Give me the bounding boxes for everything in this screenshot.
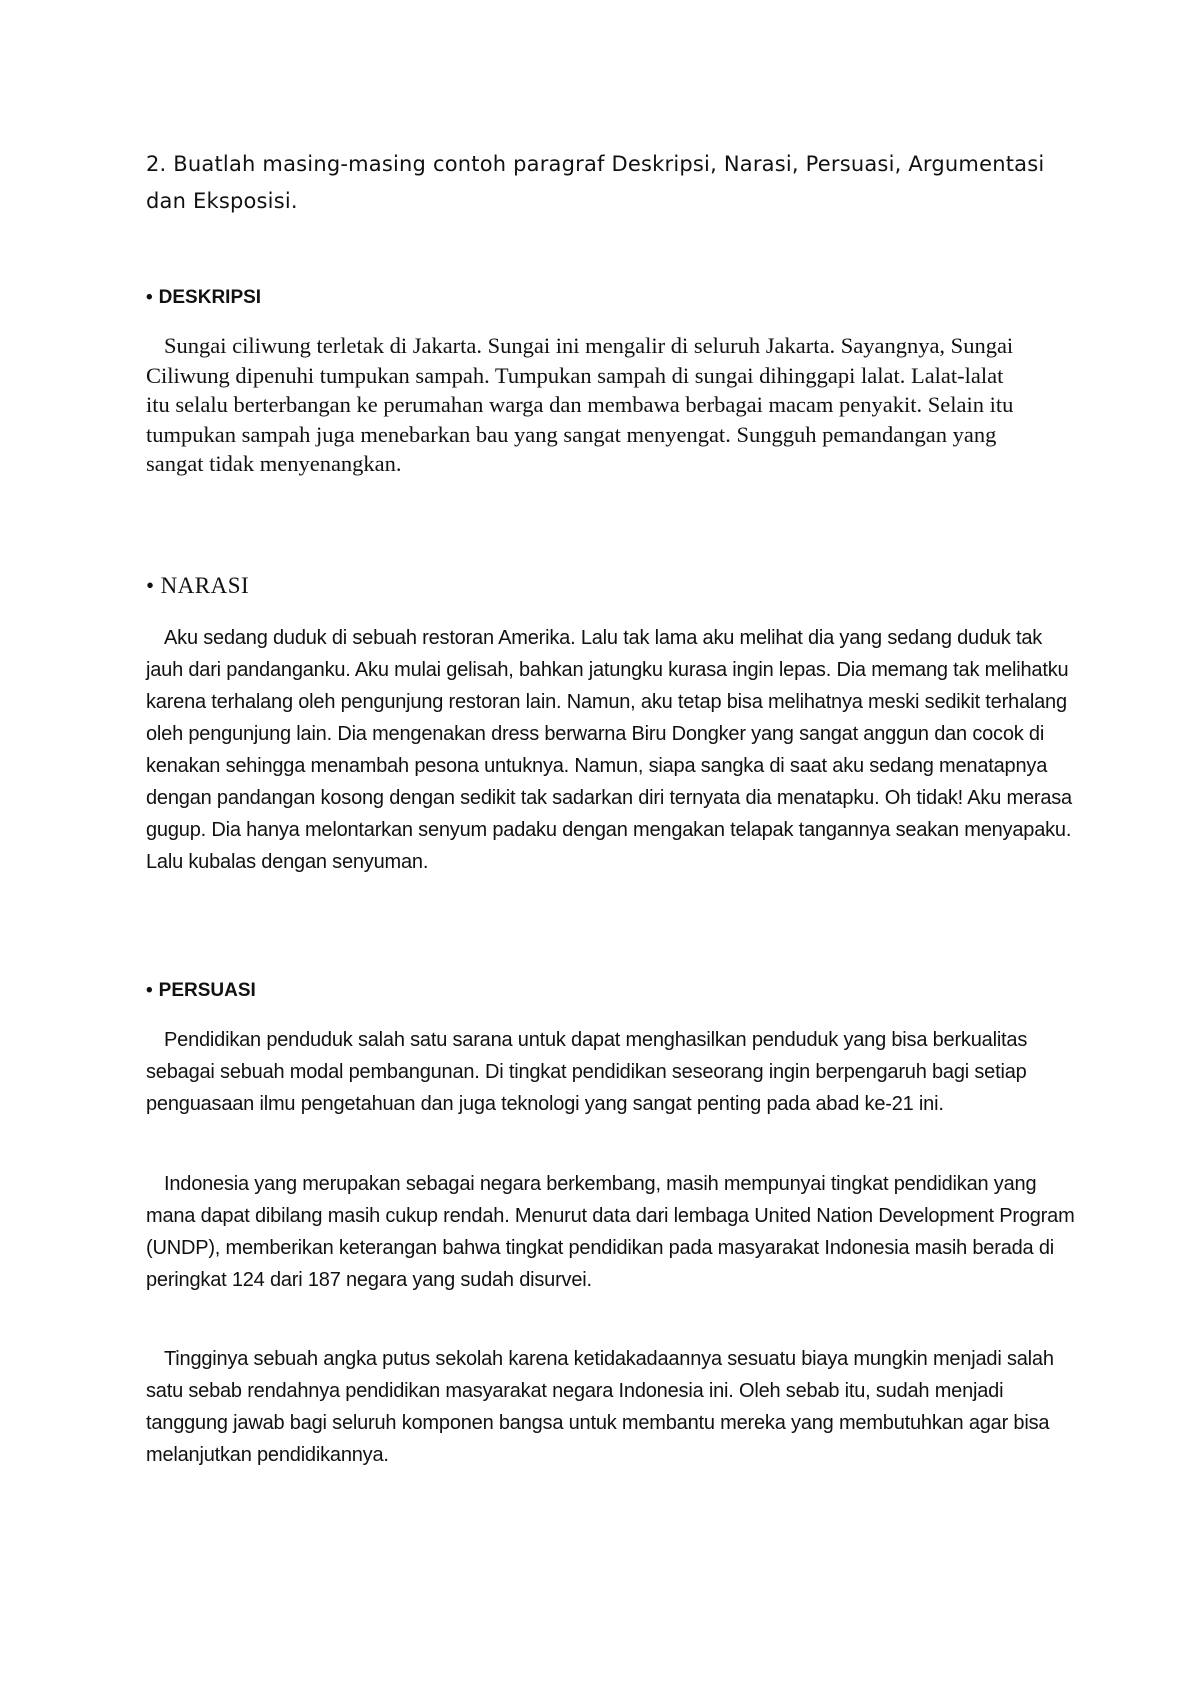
heading-deskripsi — [146, 285, 261, 311]
bullet-icon: • — [146, 573, 155, 598]
heading-deskripsi-label: DESKRIPSI — [158, 287, 262, 308]
persuasi-paragraph-3: Tingginya sebuah angka putus sekolah karena ketidakadaannya sesuatu biaya mungkin menjadi salah satu sebab rendahnya pendidikan masyarakat negara Indonesia ini. Oleh sebab itu, sudah menjadi tanggung jawab bagi seluruh komponen bangsa untuk membantu mereka yang membutuhkan agar bisa melanjutkan pendidikannya. — [146, 1348, 1054, 1466]
persuasi-paragraph-1: Pendidikan penduduk salah satu sarana untuk dapat menghasilkan penduduk yang bisa berkualitas sebagai sebuah modal pembangunan. Di tingkat pendidikan seseorang ingin berpengaruh bagi setiap penguasaan ilmu pengetahuan dan juga teknologi yang sangat penting pada abad ke-21 ini. — [146, 1029, 1028, 1115]
question-text: 2. Buatlah masing-masing contoh paragraf Deskripsi, Narasi, Persuasi, Argumentasi dan Eksposisi. — [146, 152, 1045, 213]
heading-persuasi — [146, 978, 256, 1004]
deskripsi-paragraph: Sungai ciliwung terletak di Jakarta. Sungai ini mengalir di seluruh Jakarta. Sayangnya, Sungai Ciliwung dipenuhi tumpukan sampah. Tumpukan sampah di sungai dihinggapi lalat. Lalat-lalat itu selalu berterbangan ke perumahan warga dan membawa berbagai macam penyakit. Selain itu tumpukan sampah juga menebarkan bau yang sangat menyengat. Sungguh pemandangan yang sangat tidak menyenangkan. — [146, 333, 1014, 476]
persuasi-paragraph-2: Indonesia yang merupakan sebagai negara berkembang, masih mempunyai tingkat pendidikan yang mana dapat dibilang masih cukup rendah. Menurut data dari lembaga United Nation Development Program (UNDP), memberikan keterangan bahwa tingkat pendidikan pada masyarakat Indonesia masih berada di peringkat 124 dari 187 negara yang sudah disurvei. — [146, 1173, 1075, 1291]
bullet-icon: • — [146, 980, 153, 1001]
narasi-paragraph: Aku sedang duduk di sebuah restoran Amerika. Lalu tak lama aku melihat dia yang sedang duduk tak jauh dari pandanganku. Aku mulai gelisah, bahkan jatungku kurasa ingin lepas. Dia memang tak melihatku karena terhalang oleh pengunjung restoran lain. Namun, aku tetap bisa melihatnya meski sedikit terhalang oleh pengunjung lain. Dia mengenakan dress berwarna Biru Dongker yang sangat anggun dan cocok di kenakan sehingga menambah pesona untuknya. Namun, siapa sangka di saat aku sedang menatapnya dengan pandangan kosong dengan sedikit tak sadarkan diri ternyata dia menatapku. Oh tidak! Aku merasa gugup. Dia hanya melontarkan senyum padaku dengan mengakan telapak tangannya seakan menyapaku. Lalu kubalas dengan senyuman. — [146, 627, 1072, 873]
heading-narasi — [146, 571, 249, 601]
bullet-icon: • — [146, 287, 153, 308]
heading-persuasi-label: PERSUASI — [158, 980, 256, 1001]
heading-narasi-label: NARASI — [160, 573, 250, 598]
